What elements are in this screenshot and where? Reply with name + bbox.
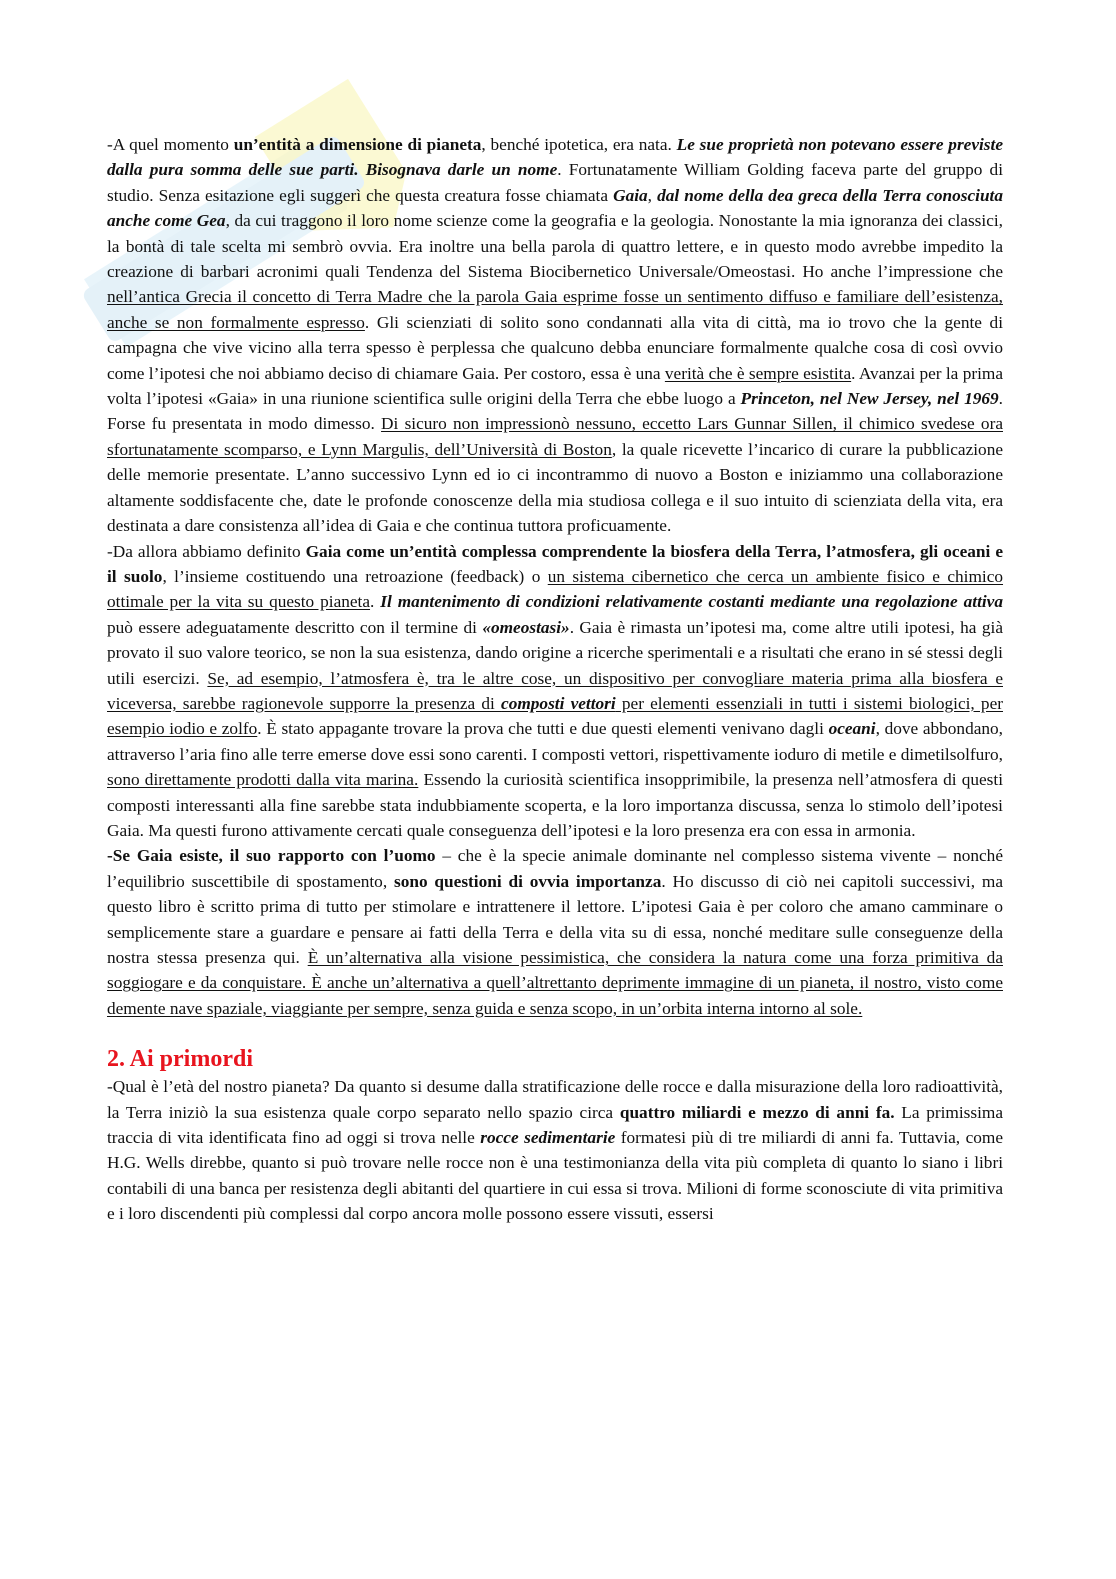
- paragraph-gaia-definition: -Da allora abbiamo definito Gaia come un’entità complessa comprendente la biosfera della Terra, l’atmosfera, gli oceani e il suolo, l’insieme costituendo una retroazione (feedback) o un sistema cibernetico che cerca un ambiente fisico e chimico ottimale per la vita su questo pianeta. Il mantenimento di condizioni relativamente costanti mediante una regolazione attiva può essere adeguatamente descritto con il termine di «omeostasi». Gaia è rimasta un’ipotesi ma, come altre utili ipotesi, ha già provato il suo valore teorico, se non la sua esistenza, dando origine a ricerche sperimentali e a risultati che erano in sé stessi degli utili esercizi. Se, ad esempio, l’atmosfera è, tra le altre cose, un dispositivo per convogliare materia prima alla biosfera e viceversa, sarebbe ragionevole supporre la presenza di composti vettori per elementi essenziali in tutti i sistemi biologici, per esempio iodio e zolfo. È stato appagante trovare la prova che tutti e due questi elementi venivano dagli oceani, dove abbondano, attraverso l’aria fino alle terre emerse dove essi sono carenti. I composti vettori, rispettivamente ioduro di metile e dimetilsolfuro, sono direttamente prodotti dalla vita marina. Essendo la curiosità scientifica insopprimibile, la presenza nell’atmosfera di questi composti interessanti alla fine sarebbe stata indubbiamente scoperta, e la loro importanza discussa, senza lo stimolo dell’ipotesi Gaia. Ma questi furono attivamente cercati quale conseguenza dell’ipotesi e la loro presenza era con essa in armonia.: [107, 541, 1004, 840]
- section-title: 2. Ai primordi: [107, 1046, 254, 1073]
- paragraph-earth-age: -Qual è l’età del nostro pianeta? Da quanto si desume dalla stratificazione delle rocce e dalla misurazione della loro radioattività, la Terra iniziò la sua esistenza quale corpo separato nello spazio circa quattro miliardi e mezzo di anni fa. La primissima traccia di vita identificata fino ad oggi si trova nelle rocce sedimentarie formatesi più di tre miliardi di anni fa. Tuttavia, come H.G. Wells direbbe, quanto si può trovare nelle rocce non è una testimonianza della vita più completa di quanto lo siano i libri contabili di una banca per resistenza degli abitanti del quartiere in cui essa si trova. Milioni di forme sconosciute di vita primitiva e i loro discendenti più complessi dal corpo ancora molle possono essere vissuti, essersi: [107, 1077, 1004, 1224]
- paragraph-gaia-naming: -A quel momento un’entità a dimensione di pianeta, benché ipotetica, era nata. Le sue proprietà non potevano essere previste dalla pura somma delle sue parti. Bisognava darle un nome. Fortunatamente William Golding faceva parte del gruppo di studio. Senza esitazione egli suggerì che questa creatura fosse chiamata Gaia, dal nome della dea greca della Terra conosciuta anche come Gea, da cui traggono il loro nome scienze come la geografia e la geologia. Nonostante la mia ignoranza dei classici, la bontà di tale scelta mi sembrò ovvia. Era inoltre una bella parola di quattro lettere, e in questo modo avrebbe impedito la creazione di barbari acronimi quali Tendenza del Sistema Biocibernetico Universale/Omeostasi. Ho anche l’impressione che nell’antica Grecia il concetto di Terra Madre che la parola Gaia esprime fosse un sentimento diffuso e familiare dell’esistenza, anche se non formalmente espresso. Gli scienziati di solito sono condannati alla vita di città, ma io trovo che la gente di campagna che vive vicino alla terra spesso è perplessa che qualcuno debba enunciare formalmente qualche cosa di così ovvio come l’ipotesi che noi abbiamo deciso di chiamare Gaia. Per costoro, essa è una verità che è sempre esistita. Avanzai per la prima volta l’ipotesi «Gaia» in una riunione scientifica sulle origini della Terra che ebbe luogo a Princeton, nel New Jersey, nel 1969. Forse fu presentata in modo dimesso. Di sicuro non impressionò nessuno, eccetto Lars Gunnar Sillen, il chimico svedese ora sfortunatamente scomparso, e Lynn Margulis, dell’Università di Boston, la quale ricevette l’incarico di curare la pubblicazione delle memorie presentate. L’anno successivo Lynn ed io ci incontrammo di nuovo a Boston e iniziammo una collaborazione altamente soddisfacente che, date le profonde conoscenze della mia studiosa collega e il suo intuito di scienziata della vita, era destinata a dare consistenza all’idea di Gaia e che continua tuttora proficuamente.: [107, 135, 1004, 536]
- document-body: [107, 132, 1003, 1227]
- paragraph-gaia-and-man: -Se Gaia esiste, il suo rapporto con l’uomo – che è la specie animale dominante nel complesso sistema vivente – nonché l’equilibrio suscettibile di spostamento, sono questioni di ovvia importanza. Ho discusso di ciò nei capitoli successivi, ma questo libro è scritto prima di tutto per stimolare e intrattenere il lettore. L’ipotesi Gaia è per coloro che amano camminare o semplicemente stare a guardare e pensare ai fatti della Terra e della vita su di essa, nonché meditare sulle conseguenze della nostra stessa presenza qui. È un’alternativa alla visione pessimistica, che considera la natura come una forza primitiva da soggiogare e da conquistare. È anche un’alternativa a quell’altrettanto deprimente immagine di un pianeta, il nostro, visto come demente nave spaziale, viaggiante per sempre, senza guida e senza scopo, in un’orbita interna intorno al sole.: [107, 846, 1003, 1018]
